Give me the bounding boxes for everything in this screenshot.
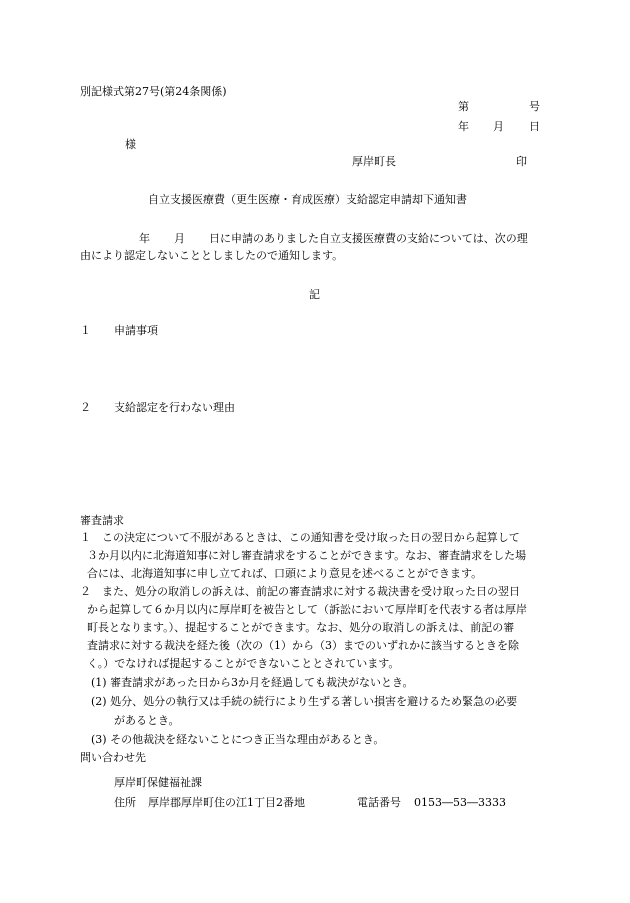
intro-month: 月 [174, 232, 185, 245]
intro-line-1: 日に申請のありました自立支援医療費の支給については、次の理 [209, 232, 528, 245]
number-dai: 第 [458, 100, 469, 113]
contact-dept: 厚岸町保健福祉課 [114, 776, 202, 789]
form-label: 別記様式第27号(第24条関係) [80, 85, 227, 98]
item-2-number: ２ [80, 401, 91, 414]
review-line: 合には、北海道知事に申し立てれば、口頭により意見を述べることができます。 [87, 567, 483, 580]
item-2-label: 支給認定を行わない理由 [114, 401, 235, 414]
review-line: 査請求に対する裁決を経た後（次の（1）から（3）までのいずれかに該当するときを除 [87, 639, 519, 652]
review-line: 町長となります。）、提起することができます。なお、処分の取消しの訴えは、前記の審 [87, 621, 515, 634]
contact-address-label: 住所 [114, 796, 136, 809]
intro-year: 年 [139, 232, 150, 245]
review-heading: 審査請求 [80, 514, 124, 527]
review-line: から起算して６か月以内に厚岸町を被告として（訴訟において厚岸町を代表する者は厚岸 [87, 603, 527, 616]
date-year: 年 [458, 120, 469, 133]
intro-line-2: 由により認定しないこととしましたので通知します。 [80, 249, 344, 262]
contact-phone: 0153―53―3333 [414, 796, 506, 809]
review-line: く。）でなければ提起することができないこととされています。 [87, 657, 400, 670]
item-1-number: １ [80, 324, 91, 337]
document-title: 自立支援医療費（更生医療・育成医療）支給認定申請却下通知書 [148, 193, 467, 206]
issuer-seal: 印 [516, 155, 527, 168]
review-sub-item: (3) その他裁決を経ないことにつき正当な理由があるとき。 [91, 733, 385, 746]
review-line: ２ また、処分の取消しの訴えは、前記の審査請求に対する裁決書を受け取った日の翌日 [80, 585, 520, 598]
ki-marker: 記 [309, 288, 320, 301]
review-sub-item: があるとき。 [114, 714, 180, 727]
review-line: ３か月以内に北海道知事に対し審査請求をすることができます。なお、審査請求をした場 [87, 549, 527, 562]
item-1-label: 申請事項 [114, 324, 158, 337]
issuer-name: 厚岸町長 [352, 155, 396, 168]
date-day: 日 [529, 120, 540, 133]
contact-heading: 問い合わせ先 [80, 751, 146, 764]
contact-address: 厚岸郡厚岸町住の江1丁目2番地 [148, 796, 305, 809]
review-line: １ この決定について不服があるときは、この通知書を受け取った日の翌日から起算して [80, 531, 520, 544]
review-sub-item: (2) 処分、処分の執行又は手続の続行により生ずる著しい損害を避けるため緊急の必要 [91, 695, 518, 708]
contact-phone-label: 電話番号 [357, 796, 401, 809]
addressee-suffix: 様 [125, 138, 136, 151]
number-go: 号 [529, 100, 540, 113]
review-sub-item: (1) 審査請求があった日から3か月を経過しても裁決がないとき。 [91, 676, 414, 689]
date-month: 月 [493, 120, 504, 133]
